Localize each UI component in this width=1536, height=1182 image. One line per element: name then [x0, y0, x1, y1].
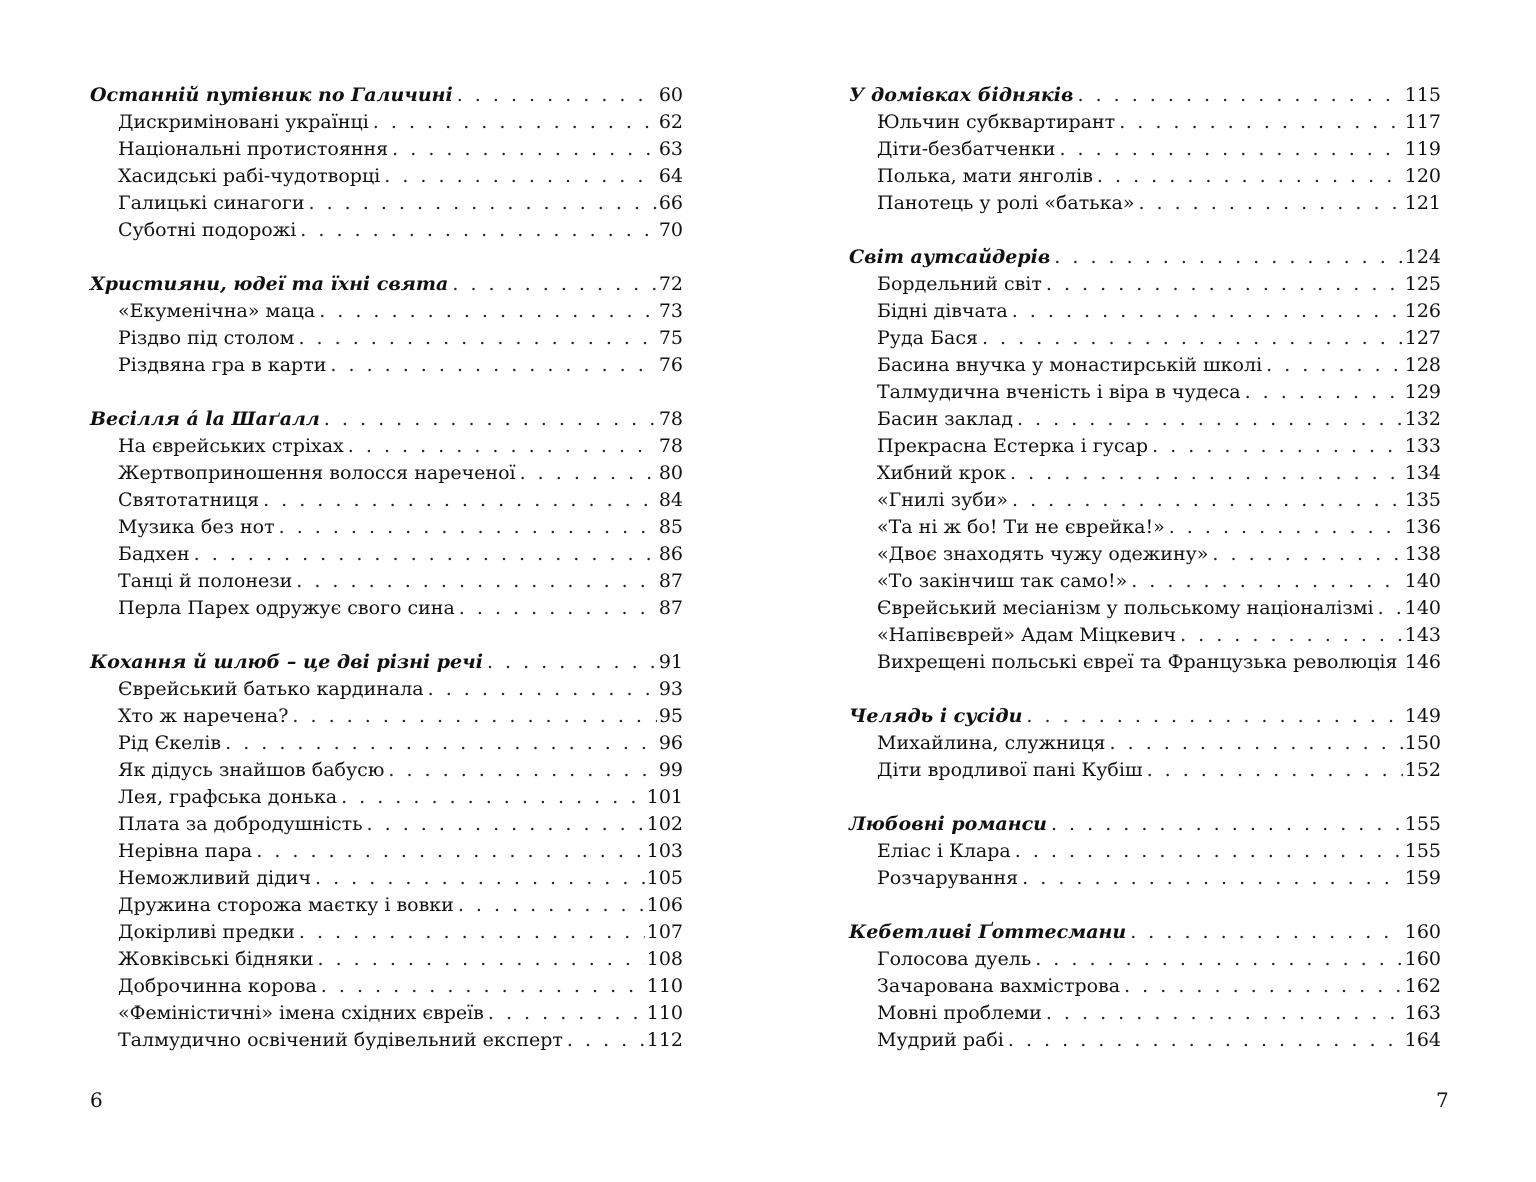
page-ref: 140 [1404, 597, 1441, 619]
toc-entry [90, 460, 683, 487]
entry-title: Еліас і Клара [877, 840, 1011, 862]
page-ref: 84 [658, 489, 683, 511]
entry-title: Зачарована вахмістрова [877, 975, 1121, 997]
page-ref: 140 [1404, 570, 1441, 592]
toc-entry [849, 433, 1441, 460]
dot-leader [367, 811, 645, 838]
entry-title: «Двоє знаходять чужу одежину» [877, 543, 1209, 565]
toc-entry [849, 865, 1441, 892]
toc-entry [90, 514, 683, 541]
toc-entry [90, 865, 683, 892]
page-ref: 64 [658, 165, 683, 187]
page-ref: 128 [1404, 354, 1441, 376]
toc-entry [849, 973, 1441, 1000]
chapter-title: Кохання й шлюб – це дві різні речі [90, 651, 483, 673]
toc-entry [849, 487, 1441, 514]
dot-leader [1152, 433, 1403, 460]
dot-leader [1017, 406, 1403, 433]
toc-chapter [90, 82, 683, 109]
page-ref: 75 [658, 327, 683, 349]
dot-leader [567, 1027, 645, 1054]
dot-leader [299, 919, 645, 946]
entry-title: Мудрий рабі [877, 1029, 1004, 1051]
toc-entry [90, 973, 683, 1000]
page-ref: 117 [1404, 111, 1441, 133]
page-ref: 76 [658, 354, 683, 376]
entry-title: Хасидські рабі-чудотворці [118, 165, 381, 187]
dot-leader [1012, 298, 1403, 325]
dot-leader [1130, 919, 1403, 946]
dot-leader [1054, 244, 1402, 271]
entry-title: «То закінчиш так само!» [877, 570, 1128, 592]
toc-entry [90, 838, 683, 865]
page-ref: 96 [658, 732, 683, 754]
entry-title: «Гнилі зуби» [877, 489, 1008, 511]
dot-leader [324, 406, 657, 433]
dot-leader [1180, 622, 1403, 649]
page-ref: 85 [658, 516, 683, 538]
chapter-title: Кебетливі Ґоттесмани [849, 921, 1127, 943]
dot-leader [263, 487, 657, 514]
page-ref: 103 [646, 840, 683, 862]
dot-leader [452, 271, 656, 298]
toc-entry [90, 109, 683, 136]
toc-entry [90, 163, 683, 190]
toc-chapter [90, 406, 683, 433]
toc-entry [849, 190, 1441, 217]
toc-entry [90, 892, 683, 919]
page-ref: 62 [658, 111, 683, 133]
toc-entry [849, 109, 1441, 136]
page-ref: 70 [658, 219, 683, 241]
page-ref: 91 [658, 651, 683, 673]
entry-title: Докірливі предки [118, 921, 295, 943]
page-ref: 149 [1404, 705, 1441, 727]
page-ref: 115 [1404, 84, 1441, 106]
entry-title: Як дідусь знайшов бабусю [118, 759, 385, 781]
dot-leader [1046, 1000, 1403, 1027]
dot-leader [1378, 595, 1403, 622]
page-ref: 127 [1404, 327, 1441, 349]
dot-leader [1008, 1027, 1403, 1054]
toc-entry [849, 1027, 1441, 1054]
page-ref: 106 [646, 894, 683, 916]
page-ref: 138 [1404, 543, 1441, 565]
dot-leader [1035, 946, 1403, 973]
entry-title: Полька, мати янголів [877, 165, 1093, 187]
toc-chapter [849, 703, 1441, 730]
dot-leader [1131, 568, 1403, 595]
entry-title: «Напівєврей» Адам Міцкевич [877, 624, 1177, 646]
toc-section [849, 244, 1441, 676]
toc-entry [849, 757, 1441, 784]
entry-title: Вихрещені польські євреї та Французька революція [877, 651, 1398, 673]
right-page-toc [849, 82, 1441, 1081]
dot-leader [300, 217, 657, 244]
toc-chapter [90, 649, 683, 676]
page-ref: 110 [646, 1002, 683, 1024]
dot-leader [279, 514, 657, 541]
entry-title: Дискриміновані українці [118, 111, 369, 133]
toc-entry [849, 379, 1441, 406]
toc-entry [90, 730, 683, 757]
page-ref: 107 [646, 921, 683, 943]
toc-entry [849, 271, 1441, 298]
dot-leader [1138, 190, 1402, 217]
dot-leader [1046, 271, 1403, 298]
dot-leader [1110, 730, 1403, 757]
dot-leader [982, 325, 1403, 352]
toc-entry [849, 298, 1441, 325]
entry-title: Жовківські бідняки [118, 948, 314, 970]
entry-title: Єврейський месіанізм у польському націоналізмі [877, 597, 1374, 619]
toc-entry [849, 649, 1441, 676]
dot-leader [1169, 514, 1403, 541]
entry-title: Музика без нот [118, 516, 275, 538]
page-ref: 163 [1404, 1002, 1441, 1024]
toc-entry [90, 757, 683, 784]
toc-entry [90, 703, 683, 730]
entry-title: На єврейських стріхах [118, 435, 344, 457]
entry-title: «Феміністичні» імена східних євреїв [118, 1002, 484, 1024]
entry-title: Юльчин субквартирант [877, 111, 1116, 133]
entry-title: «Екуменічна» маца [118, 300, 316, 322]
dot-leader [1015, 838, 1403, 865]
toc-entry [90, 784, 683, 811]
toc-entry [90, 298, 683, 325]
entry-title: Єврейський батько кардинала [118, 678, 424, 700]
toc-entry [849, 406, 1441, 433]
entry-title: Діти-безбатченки [877, 138, 1056, 160]
entry-title: Мовні проблеми [877, 1002, 1042, 1024]
entry-title: Розчарування [877, 867, 1019, 889]
toc-entry [90, 919, 683, 946]
chapter-title: Любовні романси [849, 813, 1047, 835]
page-ref: 133 [1404, 435, 1441, 457]
page-ref: 152 [1404, 759, 1441, 781]
page-ref: 120 [1404, 165, 1441, 187]
entry-title: Талмудично освічений будівельний експерт [118, 1029, 563, 1051]
dot-leader [388, 757, 656, 784]
dot-leader [225, 730, 657, 757]
toc-entry [849, 460, 1441, 487]
dot-leader [1119, 109, 1403, 136]
dot-leader [309, 190, 657, 217]
page-ref: 134 [1404, 462, 1441, 484]
toc-chapter [849, 811, 1441, 838]
entry-title: Різдвяна гра в карти [118, 354, 327, 376]
toc-entry [849, 730, 1441, 757]
entry-title: Національні протистояння [118, 138, 389, 160]
dot-leader [1245, 379, 1403, 406]
toc-entry [90, 946, 683, 973]
page-ref: 87 [658, 570, 683, 592]
toc-entry [90, 811, 683, 838]
toc-entry [90, 433, 683, 460]
dot-leader [428, 676, 657, 703]
toc-section [849, 703, 1441, 784]
page-ref: 108 [646, 948, 683, 970]
entry-title: Панотець у ролі «батька» [877, 192, 1135, 214]
entry-title: Дружина сторожа маєтку і вовки [118, 894, 454, 916]
toc-entry [90, 190, 683, 217]
dot-leader [520, 460, 657, 487]
entry-title: Перла Парех одружує свого сина [118, 597, 455, 619]
page-ref: 72 [658, 273, 683, 295]
dot-leader [373, 109, 657, 136]
chapter-title: Останній путівник по Галичині [90, 84, 453, 106]
entry-title: Хто ж наречена? [118, 705, 289, 727]
dot-leader [1051, 811, 1403, 838]
dot-leader [487, 649, 657, 676]
entry-title: Басина внучка у монастирській школі [877, 354, 1263, 376]
chapter-title: У домівках бідняків [849, 84, 1074, 106]
dot-leader [1077, 82, 1402, 109]
toc-entry [90, 217, 683, 244]
page-ref: 135 [1404, 489, 1441, 511]
entry-title: Бадхен [118, 543, 190, 565]
entry-title: Голосова дуель [877, 948, 1032, 970]
toc-entry [90, 1000, 683, 1027]
page-ref: 99 [658, 759, 683, 781]
toc-entry [849, 514, 1441, 541]
dot-leader [384, 163, 657, 190]
toc-entry [90, 1027, 683, 1054]
toc-entry [90, 568, 683, 595]
dot-leader [256, 838, 644, 865]
entry-title: Різдво під столом [118, 327, 295, 349]
chapter-title: Світ аутсайдерів [849, 246, 1051, 268]
dot-leader [1010, 460, 1403, 487]
page-ref: 119 [1404, 138, 1441, 160]
entry-title: Галицькі синагоги [118, 192, 305, 214]
toc-entry [90, 136, 683, 163]
dot-leader [292, 703, 656, 730]
toc-section [849, 811, 1441, 892]
toc-entry [90, 595, 683, 622]
toc-entry [90, 541, 683, 568]
chapter-title: Весілля á la Шаґалл [90, 408, 320, 430]
toc-chapter [849, 244, 1441, 271]
page-ref: 66 [658, 192, 683, 214]
entry-title: Жертвоприношення волосся нареченої [118, 462, 516, 484]
page-ref: 102 [646, 813, 683, 835]
toc-entry [90, 325, 683, 352]
entry-title: Прекрасна Естерка і гусар [877, 435, 1149, 457]
dot-leader [1401, 649, 1402, 676]
dot-leader [330, 352, 656, 379]
page-ref: 132 [1404, 408, 1441, 430]
entry-title: Суботні подорожі [118, 219, 297, 241]
dot-leader [392, 136, 657, 163]
entry-title: Михайлина, служниця [877, 732, 1106, 754]
entry-title: «Та ні ж бо! Ти не єврейка!» [877, 516, 1165, 538]
dot-leader [296, 568, 657, 595]
dot-leader [459, 595, 657, 622]
entry-title: Рід Єкелів [118, 732, 222, 754]
entry-title: Талмудична вченість і віра в чудеса [877, 381, 1241, 403]
dot-leader [315, 865, 645, 892]
toc-entry [849, 622, 1441, 649]
entry-title: Діти вродливої пані Кубіш [877, 759, 1143, 781]
dot-leader [1266, 352, 1403, 379]
page-ref: 159 [1404, 867, 1441, 889]
dot-leader [1022, 865, 1403, 892]
toc-entry [849, 325, 1441, 352]
page-ref: 63 [658, 138, 683, 160]
page-ref: 143 [1404, 624, 1441, 646]
toc-entry [849, 163, 1441, 190]
toc-entry [849, 946, 1441, 973]
entry-title: Хибний крок [877, 462, 1007, 484]
page-ref: 160 [1404, 948, 1441, 970]
page-ref: 162 [1404, 975, 1441, 997]
entry-title: Неможливий дідич [118, 867, 312, 889]
toc-section [90, 271, 683, 379]
dot-leader [194, 541, 657, 568]
toc-entry [90, 676, 683, 703]
page-ref: 155 [1404, 813, 1441, 835]
toc-chapter [849, 82, 1441, 109]
page-ref: 86 [658, 543, 683, 565]
entry-title: Басин заклад [877, 408, 1013, 430]
left-page-toc [90, 82, 683, 1081]
page-ref: 87 [658, 597, 683, 619]
page-ref: 80 [658, 462, 683, 484]
dot-leader [318, 946, 645, 973]
toc-section [849, 82, 1441, 217]
toc-entry [849, 595, 1441, 622]
page-ref: 78 [658, 408, 683, 430]
toc-entry [849, 568, 1441, 595]
dot-leader [488, 1000, 645, 1027]
chapter-title: Християни, юдеї та їхні свята [90, 273, 449, 295]
dot-leader [458, 892, 645, 919]
entry-title: Лея, графська донька [118, 786, 338, 808]
dot-leader [1097, 163, 1403, 190]
dot-leader [341, 784, 645, 811]
entry-title: Бордельний світ [877, 273, 1042, 295]
dot-leader [321, 973, 645, 1000]
page-ref: 73 [658, 300, 683, 322]
page-ref: 164 [1404, 1029, 1441, 1051]
entry-title: Нерівна пара [118, 840, 253, 862]
page-ref: 95 [658, 705, 683, 727]
dot-leader [1059, 136, 1402, 163]
toc-chapter [90, 271, 683, 298]
page-ref: 124 [1404, 246, 1441, 268]
toc-section [90, 82, 683, 244]
toc-entry [849, 541, 1441, 568]
dot-leader [1212, 541, 1402, 568]
page-ref: 101 [646, 786, 683, 808]
entry-title: Руда Бася [877, 327, 978, 349]
toc-chapter [849, 919, 1441, 946]
dot-leader [348, 433, 657, 460]
page-ref: 126 [1404, 300, 1441, 322]
entry-title: Святотатниця [118, 489, 260, 511]
toc-entry [849, 1000, 1441, 1027]
toc-section [90, 406, 683, 622]
toc-entry [90, 352, 683, 379]
page-ref: 136 [1404, 516, 1441, 538]
page-ref: 121 [1404, 192, 1441, 214]
entry-title: Бідні дівчата [877, 300, 1008, 322]
page-ref: 60 [658, 84, 683, 106]
page-ref: 129 [1404, 381, 1441, 403]
toc-entry [849, 838, 1441, 865]
toc-section [849, 919, 1441, 1054]
chapter-title: Челядь і сусіди [849, 705, 1023, 727]
toc-section [90, 649, 683, 1054]
page-ref: 155 [1404, 840, 1441, 862]
dot-leader [1147, 757, 1403, 784]
page-number-right: 7 [1436, 1088, 1449, 1112]
dot-leader [457, 82, 657, 109]
page-ref: 110 [646, 975, 683, 997]
dot-leader [1026, 703, 1402, 730]
page-ref: 105 [646, 867, 683, 889]
page-ref: 125 [1404, 273, 1441, 295]
page-ref: 78 [658, 435, 683, 457]
entry-title: Доброчинна корова [118, 975, 317, 997]
page-ref: 150 [1404, 732, 1441, 754]
dot-leader [1012, 487, 1403, 514]
entry-title: Танці й полонези [118, 570, 293, 592]
dot-leader [1124, 973, 1403, 1000]
dot-leader [319, 298, 657, 325]
page-ref: 160 [1404, 921, 1441, 943]
page-ref: 146 [1404, 651, 1441, 673]
toc-entry [90, 487, 683, 514]
page-ref: 112 [646, 1029, 683, 1051]
toc-entry [849, 136, 1441, 163]
dot-leader [298, 325, 656, 352]
entry-title: Плата за добродушність [118, 813, 363, 835]
page-ref: 93 [658, 678, 683, 700]
toc-entry [849, 352, 1441, 379]
page-number-left: 6 [90, 1088, 103, 1112]
